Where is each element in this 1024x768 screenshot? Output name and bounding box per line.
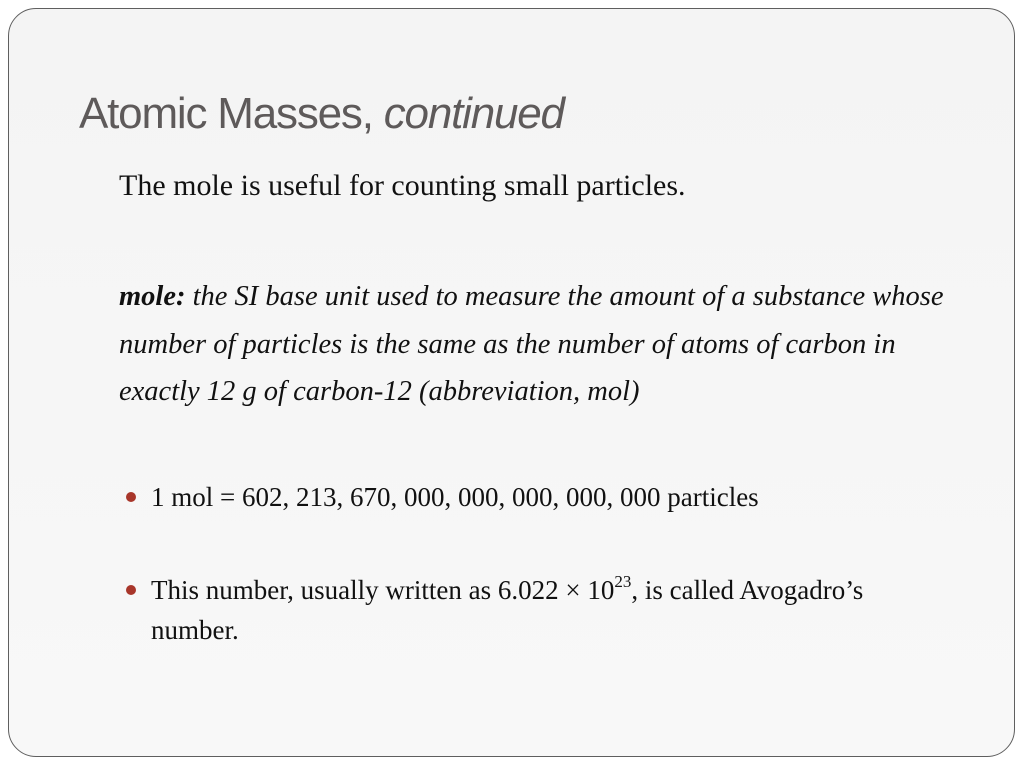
slide-title bbox=[79, 89, 564, 139]
title-italic: continued bbox=[383, 89, 564, 138]
exponent: 23 bbox=[614, 572, 632, 591]
bullet-mole-particles: 1 mol = 602, 213, 670, 000, 000, 000, 000, 000 particles bbox=[151, 482, 759, 512]
definition-text: the SI base unit used to measure the amount of a substance whose number of particles is the same as the number of atoms of carbon in exactly 12 g of carbon-12 (abbreviation, mol) bbox=[119, 281, 944, 407]
intro-text: The mole is useful for counting small particles. bbox=[119, 169, 686, 202]
title-main: Atomic Masses, bbox=[79, 89, 373, 138]
definition-term: mole: bbox=[119, 281, 186, 312]
avogadro-text-before: This number, usually written as 6.022 × 10 bbox=[151, 575, 615, 605]
bullet-dot-icon bbox=[126, 492, 136, 502]
avogadro-text-after: , is called Avogadro’s number. bbox=[151, 575, 864, 645]
bullet-dot-icon bbox=[126, 585, 136, 595]
bullet-avogadro-number bbox=[151, 570, 871, 650]
mole-definition bbox=[119, 273, 979, 416]
slide-frame bbox=[8, 8, 1015, 757]
